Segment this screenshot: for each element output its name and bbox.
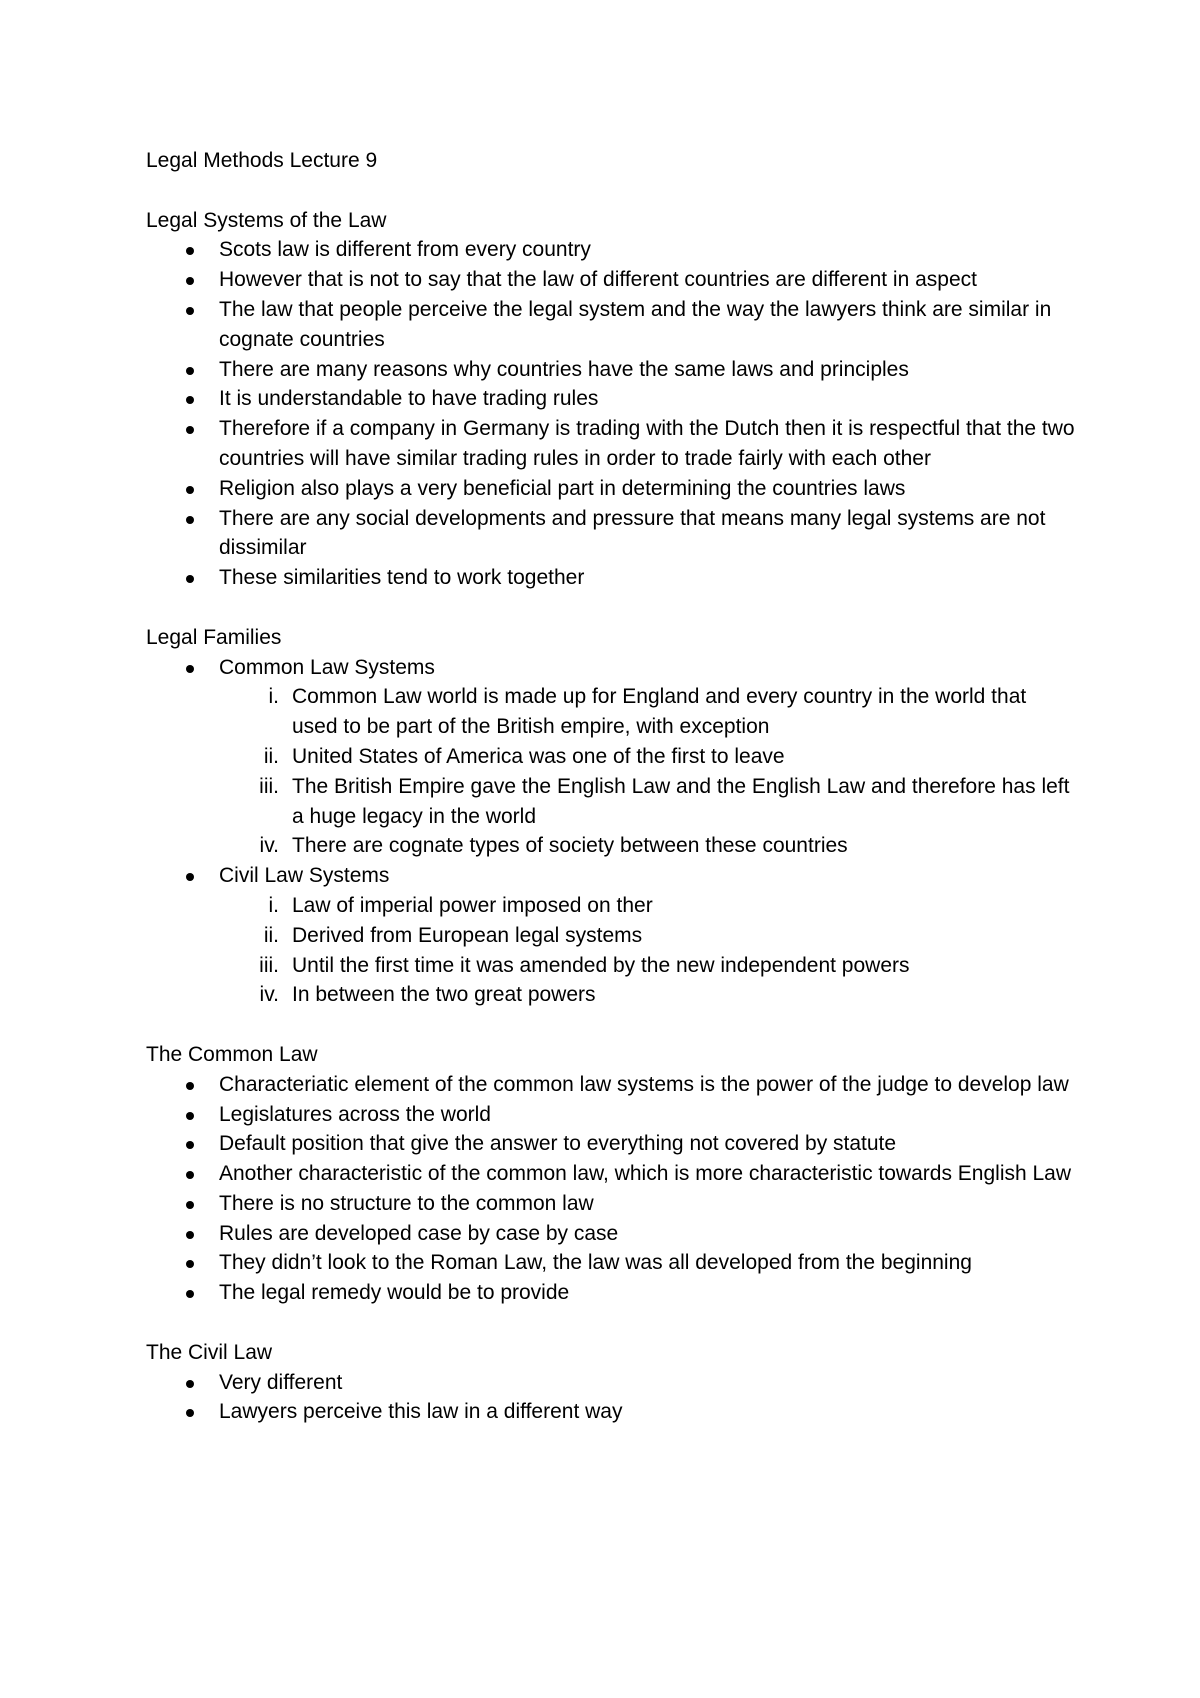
bullet-icon — [186, 873, 194, 881]
bullet-list-legal-systems — [146, 235, 1076, 593]
list-item: Legislatures across the world — [146, 1100, 1076, 1130]
list-item: Scots law is different from every country — [146, 235, 1076, 265]
document-title: Legal Methods Lecture 9 — [146, 149, 378, 172]
bullet-icon — [186, 367, 194, 375]
list-item: ii. Derived from European legal systems — [263, 923, 643, 947]
section-heading-common-law: The Common Law — [146, 1042, 318, 1066]
list-item: ii. United States of America was one of the first to leave — [263, 744, 785, 768]
bullet-icon — [186, 396, 194, 404]
bullet-icon — [186, 1171, 194, 1179]
list-item: Rules are developed case by case by case — [146, 1219, 1076, 1249]
list-item-civil-law-systems: Civil Law Systems i. Law of imperial power imposed on ther ii. Derived from European legal systems iii. Until the first time it was amended by the new independent powers iv. In between the two great powers — [146, 861, 1076, 1010]
list-item: The legal remedy would be to provide — [146, 1278, 1076, 1308]
list-item: These similarities tend to work together — [146, 563, 1076, 593]
bullet-list-common-law — [146, 1070, 1076, 1308]
spacer — [146, 1308, 1076, 1338]
list-item: Characteriatic element of the common law systems is the power of the judge to develop law — [146, 1070, 1076, 1100]
roman-list-common-law — [146, 682, 1076, 861]
bullet-icon — [186, 1231, 194, 1239]
list-item: i. Law of imperial power imposed on ther — [268, 893, 653, 917]
list-item: However that is not to say that the law of different countries are different in aspect — [146, 265, 1076, 295]
list-item: The law that people perceive the legal system and the way the lawyers think are similar in cognate countries — [146, 295, 1076, 355]
bullet-icon — [186, 1082, 194, 1090]
list-item: Another characteristic of the common law, which is more characteristic towards English Law — [146, 1159, 1076, 1189]
list-item: Lawyers perceive this law in a different way — [146, 1397, 1076, 1427]
list-item: iv. In between the two great powers — [259, 983, 596, 1007]
bullet-icon — [186, 1290, 194, 1298]
document-page — [146, 146, 1076, 1427]
list-item: iii. Until the first time it was amended by the new independent powers — [259, 953, 910, 977]
bullet-icon — [186, 486, 194, 494]
list-item: There is no structure to the common law — [146, 1189, 1076, 1219]
list-item: They didn’t look to the Roman Law, the law was all developed from the beginning — [146, 1248, 1076, 1278]
list-item: There are any social developments and pressure that means many legal systems are not dissimilar — [146, 504, 1076, 564]
bullet-list-civil-law — [146, 1368, 1076, 1428]
section-heading-civil-law: The Civil Law — [146, 1340, 273, 1364]
bullet-list-legal-families — [146, 653, 1076, 1011]
bullet-icon — [186, 277, 194, 285]
bullet-icon — [186, 1380, 194, 1388]
bullet-icon — [186, 575, 194, 583]
section-heading-legal-systems: Legal Systems of the Law — [146, 208, 387, 232]
bullet-icon — [186, 1141, 194, 1149]
list-item: Default position that give the answer to everything not covered by statute — [146, 1129, 1076, 1159]
section-heading-legal-families: Legal Families — [146, 625, 282, 649]
list-item: Therefore if a company in Germany is trading with the Dutch then it is respectful that the two countries will have similar trading rules in order to trade fairly with each other — [146, 414, 1076, 474]
bullet-icon — [186, 1201, 194, 1209]
list-item: iii. The British Empire gave the English Law and the English Law and therefore has left a huge legacy in the world — [259, 774, 1070, 828]
list-item: iv. There are cognate types of society between these countries — [259, 834, 848, 858]
list-item: Very different — [146, 1368, 1076, 1398]
list-item: There are many reasons why countries have the same laws and principles — [146, 355, 1076, 385]
bullet-icon — [186, 426, 194, 434]
bullet-icon — [186, 516, 194, 524]
bullet-icon — [186, 1409, 194, 1417]
bullet-icon — [186, 247, 194, 255]
list-item: It is understandable to have trading rules — [146, 384, 1076, 414]
list-item-common-law-systems: Common Law Systems i. Common Law world is made up for England and every country in the world that used to be part of the British empire, with exception ii. United States of America was one of the first to leave iii. The British Empire gave the English Law and the English Law and therefore has left a huge legacy in the world iv. There are cognate types of society between these countries — [146, 653, 1076, 862]
spacer — [146, 593, 1076, 623]
bullet-icon — [186, 665, 194, 673]
bullet-icon — [186, 1112, 194, 1120]
list-item: i. Common Law world is made up for England and every country in the world that used to be part of the British empire, with exception — [268, 685, 1027, 739]
spacer — [146, 1010, 1076, 1040]
bullet-icon — [186, 307, 194, 315]
list-item: Religion also plays a very beneficial part in determining the countries laws — [146, 474, 1076, 504]
bullet-icon — [186, 1260, 194, 1268]
spacer — [146, 176, 1076, 206]
roman-list-civil-law — [146, 891, 1076, 1010]
